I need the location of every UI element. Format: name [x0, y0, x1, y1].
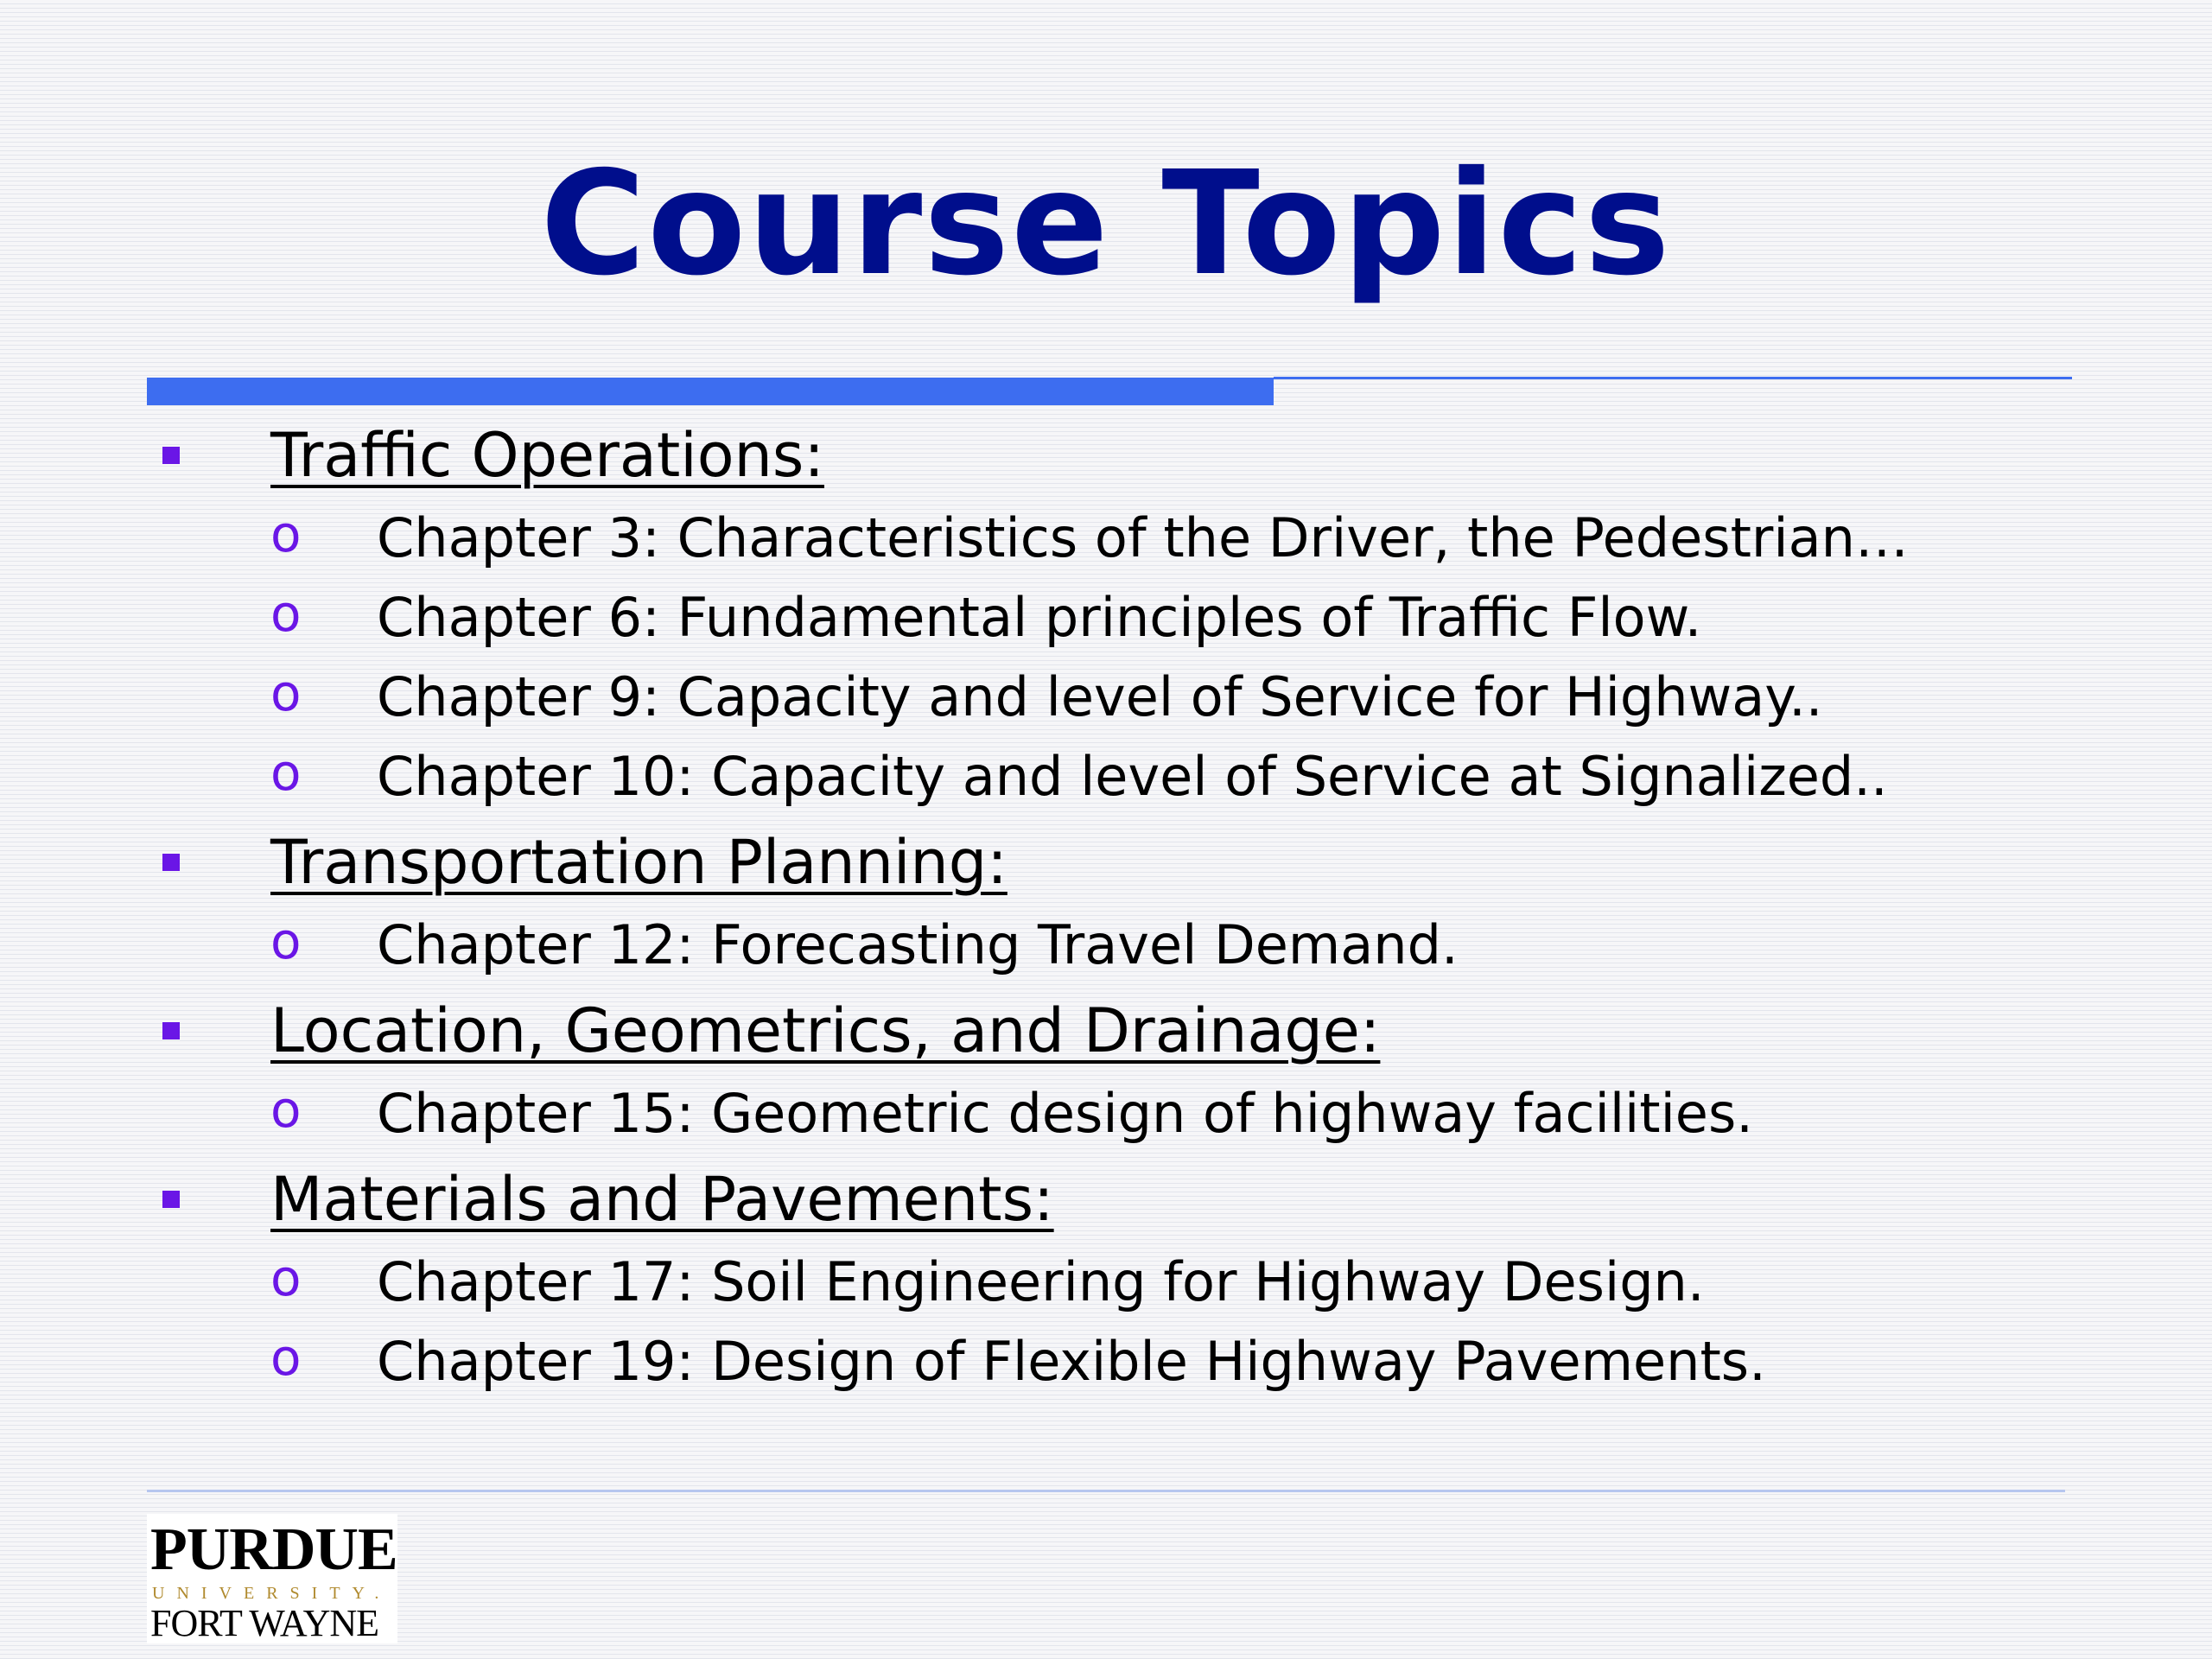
circle-bullet-icon: o — [270, 1080, 302, 1139]
topic-heading: Location, Geometrics, and Drainage: — [270, 995, 1381, 1066]
chapter-item: Chapter 9: Capacity and level of Service for Highway.. — [377, 665, 1823, 728]
square-bullet-icon — [162, 1191, 180, 1208]
circle-bullet-icon: o — [270, 584, 302, 643]
topic-heading: Transportation Planning: — [270, 827, 1007, 898]
footer-rule — [147, 1490, 2065, 1492]
circle-bullet-icon: o — [270, 912, 302, 970]
logo-university-line: UNIVERSITY. — [152, 1584, 391, 1603]
chapter-item: Chapter 6: Fundamental principles of Traffic Flow. — [377, 586, 1702, 649]
slide-title: Course Topics — [540, 141, 1672, 308]
square-bullet-icon — [162, 854, 180, 871]
logo-campus-name: FORT WAYNE — [150, 1602, 379, 1644]
circle-bullet-icon: o — [270, 1328, 302, 1387]
circle-bullet-icon: o — [270, 743, 302, 802]
topic-heading: Traffic Operations: — [270, 420, 824, 491]
chapter-item: Chapter 15: Geometric design of highway facilities. — [377, 1082, 1753, 1145]
chapter-item: Chapter 19: Design of Flexible Highway Pavements. — [377, 1330, 1766, 1393]
purdue-fort-wayne-logo — [147, 1514, 397, 1643]
chapter-item: Chapter 12: Forecasting Travel Demand. — [377, 913, 1459, 976]
logo-wordmark: PURDUE — [150, 1516, 397, 1583]
square-bullet-icon — [162, 1022, 180, 1039]
circle-bullet-icon: o — [270, 664, 302, 722]
topic-heading: Materials and Pavements: — [270, 1164, 1054, 1235]
square-bullet-icon — [162, 447, 180, 464]
circle-bullet-icon: o — [270, 505, 302, 563]
chapter-item: Chapter 3: Characteristics of the Driver, the Pedestrian… — [377, 506, 1909, 569]
chapter-item: Chapter 17: Soil Engineering for Highway Design. — [377, 1250, 1705, 1313]
chapter-item: Chapter 10: Capacity and level of Service at Signalized.. — [377, 745, 1888, 808]
circle-bullet-icon: o — [270, 1249, 302, 1307]
